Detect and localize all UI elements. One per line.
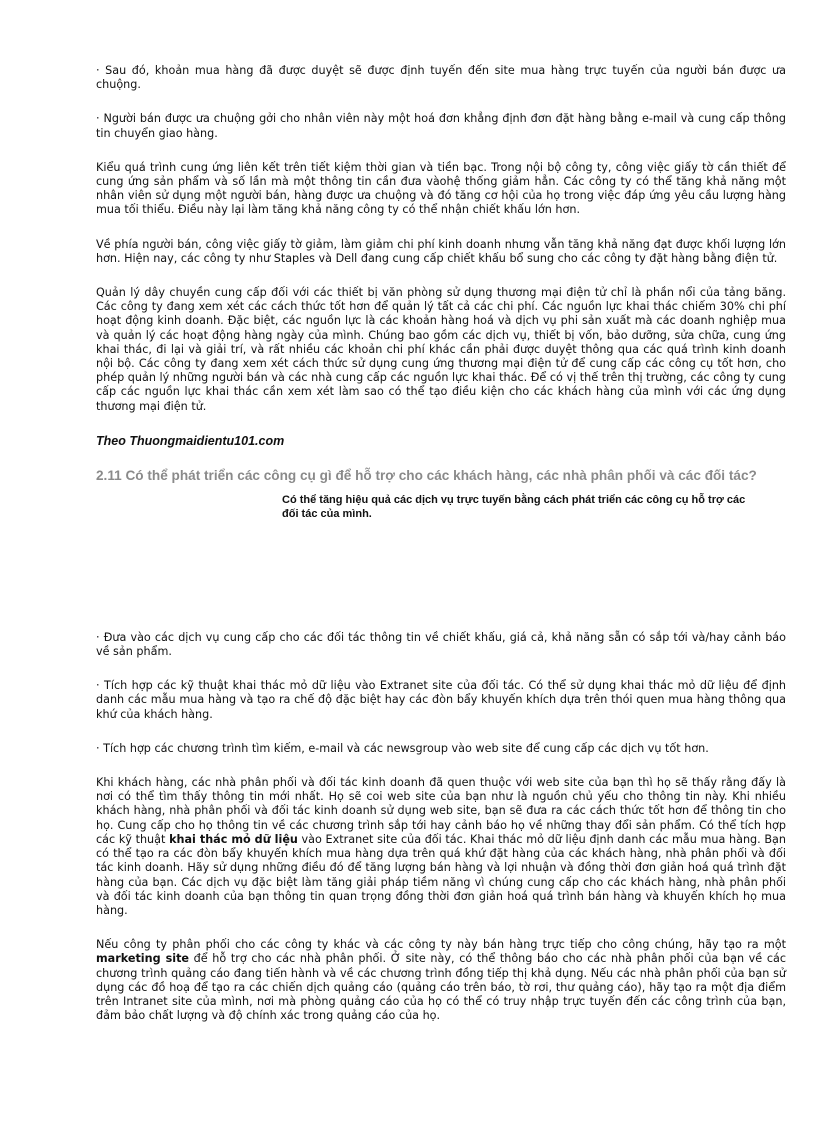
section-heading: 2.11 Có thể phát triển các công cụ gì để hỗ trợ cho các khách hàng, các nhà phân phối và các đối tác?: [96, 467, 757, 483]
bold-term: khai thác mỏ dữ liệu: [169, 832, 298, 846]
blank-space: [96, 521, 786, 631]
bullet-search-email: · Tích hợp các chương trình tìm kiếm, e-mail và các newsgroup vào web site để cung cấp các dịch vụ tốt hơn.: [96, 741, 709, 755]
paragraph-marketing-site: [96, 938, 786, 1023]
paragraph-seller-side: Về phía người bán, công việc giấy tờ giảm, làm giảm chi phí kinh doanh nhưng vẫn tăng khả năng đạt được khối lượng lớn hơn. Hiện nay, các công ty như Staples và Dell đang cung cấp chiết khấu bổ sung cho các công ty đặt hàng bằng điện tử.: [96, 237, 786, 265]
bold-term: marketing site: [96, 952, 190, 966]
bullet-data-mining: · Tích hợp các kỹ thuật khai thác mỏ dữ liệu vào Extranet site của đối tác. Có thể sử dụng khai thác mỏ dữ liệu để định danh các mẫu mua hàng và tạo ra chế độ đặc biệt hay các đòn bẩy khuyến khích dựa trên thói quen mua hàng thông qua khứ của khách hàng.: [96, 679, 786, 721]
paragraph-supply-chain: Quản lý dây chuyền cung cấp đối với các thiết bị văn phòng sử dụng thương mại điện tử chỉ là phần nổi của tảng băng. Các công ty đang xem xét các cách thức tốt hơn để quản lý tất cả các chi phí. Các nguồn lực khai thác chiếm 30% chi phí hoạt động kinh doanh. Đặc biệt, các nguồn lực là các khoản hàng hoá và dịch vụ phi sản xuất mà các doanh nghiệp mua và quản lý các hoạt động hàng ngày của mình. Chúng bao gồm các dịch vụ, thiết bị vốn, bảo dưỡng, sửa chữa, cung ứng khai thác, đi lại và giải trí, và rất nhiều các khoản chi phí khác cần phải được duyệt thông qua các quá trình kinh doanh nội bộ. Các công ty đang xem xét cách thức sử dụng cung ứng thương mại điện tử để cung cấp các công cụ tốt hơn, cho phép quản lý những người bán và các nhà cung cấp các nguồn lực khai thác. Để có vị thế trên thị trường, các công ty cung cấp các nguồn lực khai thác cần xem xét làm sao có thể tạo điều kiện cho các khách hàng của mình với các ứng dụng thương mại điện tử.: [96, 286, 786, 413]
paragraph-familiar-website: [96, 776, 786, 918]
source-credit: Theo Thuongmaidientu101.com: [96, 433, 285, 448]
paragraph-text: Nếu công ty phân phối cho các công ty khác và các công ty này bán hàng trực tiếp cho công chúng, hãy tạo ra một: [96, 938, 786, 952]
bullet-approved-purchase: · Sau đó, khoản mua hàng đã được duyệt sẽ được định tuyến đến site mua hàng trực tuyến của người bán được ưa chuộng.: [96, 64, 786, 92]
paragraph-text: vào Extranet site của đối tác. Khai thác mỏ dữ liệu định danh các mẫu mua hàng. Bạn có thể tạo ra các đòn bẩy khuyến khích mua hàng dựa trên quá khứ đặt hàng của các khách hàng, nhà phân phối và đối tác kinh doanh. Hãy sử dụng những điều đó để tăng lượng bán hàng và lợi nhuận và đồng thời đơn giản hoá quá trình đặt hàng của bạn. Các dịch vụ đặc biệt làm tăng giải pháp tiềm năng vì chúng cung cấp cho các khách hàng, nhà phân phối và đối tác kinh doanh của bạn thông tin quan trọng đồng thời đơn giản hoá quá trình bán hàng và khuyến khích họ mua hàng.: [96, 832, 786, 917]
bullet-seller-invoice: · Người bán được ưa chuộng gởi cho nhân viên này một hoá đơn khẳng định đơn đặt hàng bằng e-mail và cung cấp thông tin chuyển giao hàng.: [96, 112, 786, 140]
bullet-partner-services: · Đưa vào các dịch vụ cung cấp cho các đối tác thông tin về chiết khấu, giá cả, khả năng sẵn có sắp tới và/hay cảnh báo về sản phẩm.: [96, 630, 786, 659]
paragraph-text: Khi khách hàng, các nhà phân phối và đối tác kinh doanh đã quen thuộc với web site của bạn thì họ sẽ thấy rằng đấy là nơi có thể tìm thấy thông tin mới nhất. Họ sẽ coi web site của bạn như là nguồn chủ yếu cho thông tin này. Khi nhiều khách hàng, nhà phân phối và đối tác kinh doanh sử dụng web site, bạn sẽ đưa ra các cách thức tốt hơn để thông tin cho họ. Cung cấp cho họ thông tin về các chương trình sắp tới hay cảnh báo họ về những thay đổi sản phẩm. Có thể tích hợp các kỹ thuật: [96, 776, 786, 846]
paragraph-supply-process: Kiểu quá trình cung ứng liên kết trên tiết kiệm thời gian và tiền bạc. Trong nội bộ công ty, công việc giấy tờ cần thiết để cung ứng sản phẩm và số lần mà một thông tin cần đưa vàohệ thống giảm hẳn. Các công ty có thể tăng khả năng một nhân viên sử dụng một người bán, hàng được ưa chuộng và đó tăng cơ hội của họ trong việc đáp ứng yêu cầu lượng hàng mua tối thiểu. Điều này lại làm tăng khả năng công ty có thể nhận chiết khấu lớn hơn.: [96, 160, 786, 217]
document-page: [96, 64, 786, 1043]
paragraph-text: để hỗ trợ cho các nhà phân phối. Ở site này, có thể thông báo cho các nhà phân phối của bạn về các chương trình quảng cáo đang tiến hành và về các chương trình đồng tiếp thị khả dụng. Nếu các nhà phân phối của bạn sử dụng các đồ hoạ để tạo ra các chiến dịch quảng cáo (quảng cáo trên báo, tờ rơi, thư quảng cáo), hãy tạo ra một địa điểm trên Intranet site của mình, nơi mà phòng quảng cáo của họ có thể có truy nhập trực tuyến đến các công trình của bạn, đảm bảo chất lượng và độ chính xác trong quảng cáo của họ.: [96, 952, 786, 1023]
section-lead: Có thể tăng hiệu quả các dịch vụ trực tuyến bằng cách phát triển các công cụ hỗ trợ các đối tác của mình.: [282, 493, 746, 520]
